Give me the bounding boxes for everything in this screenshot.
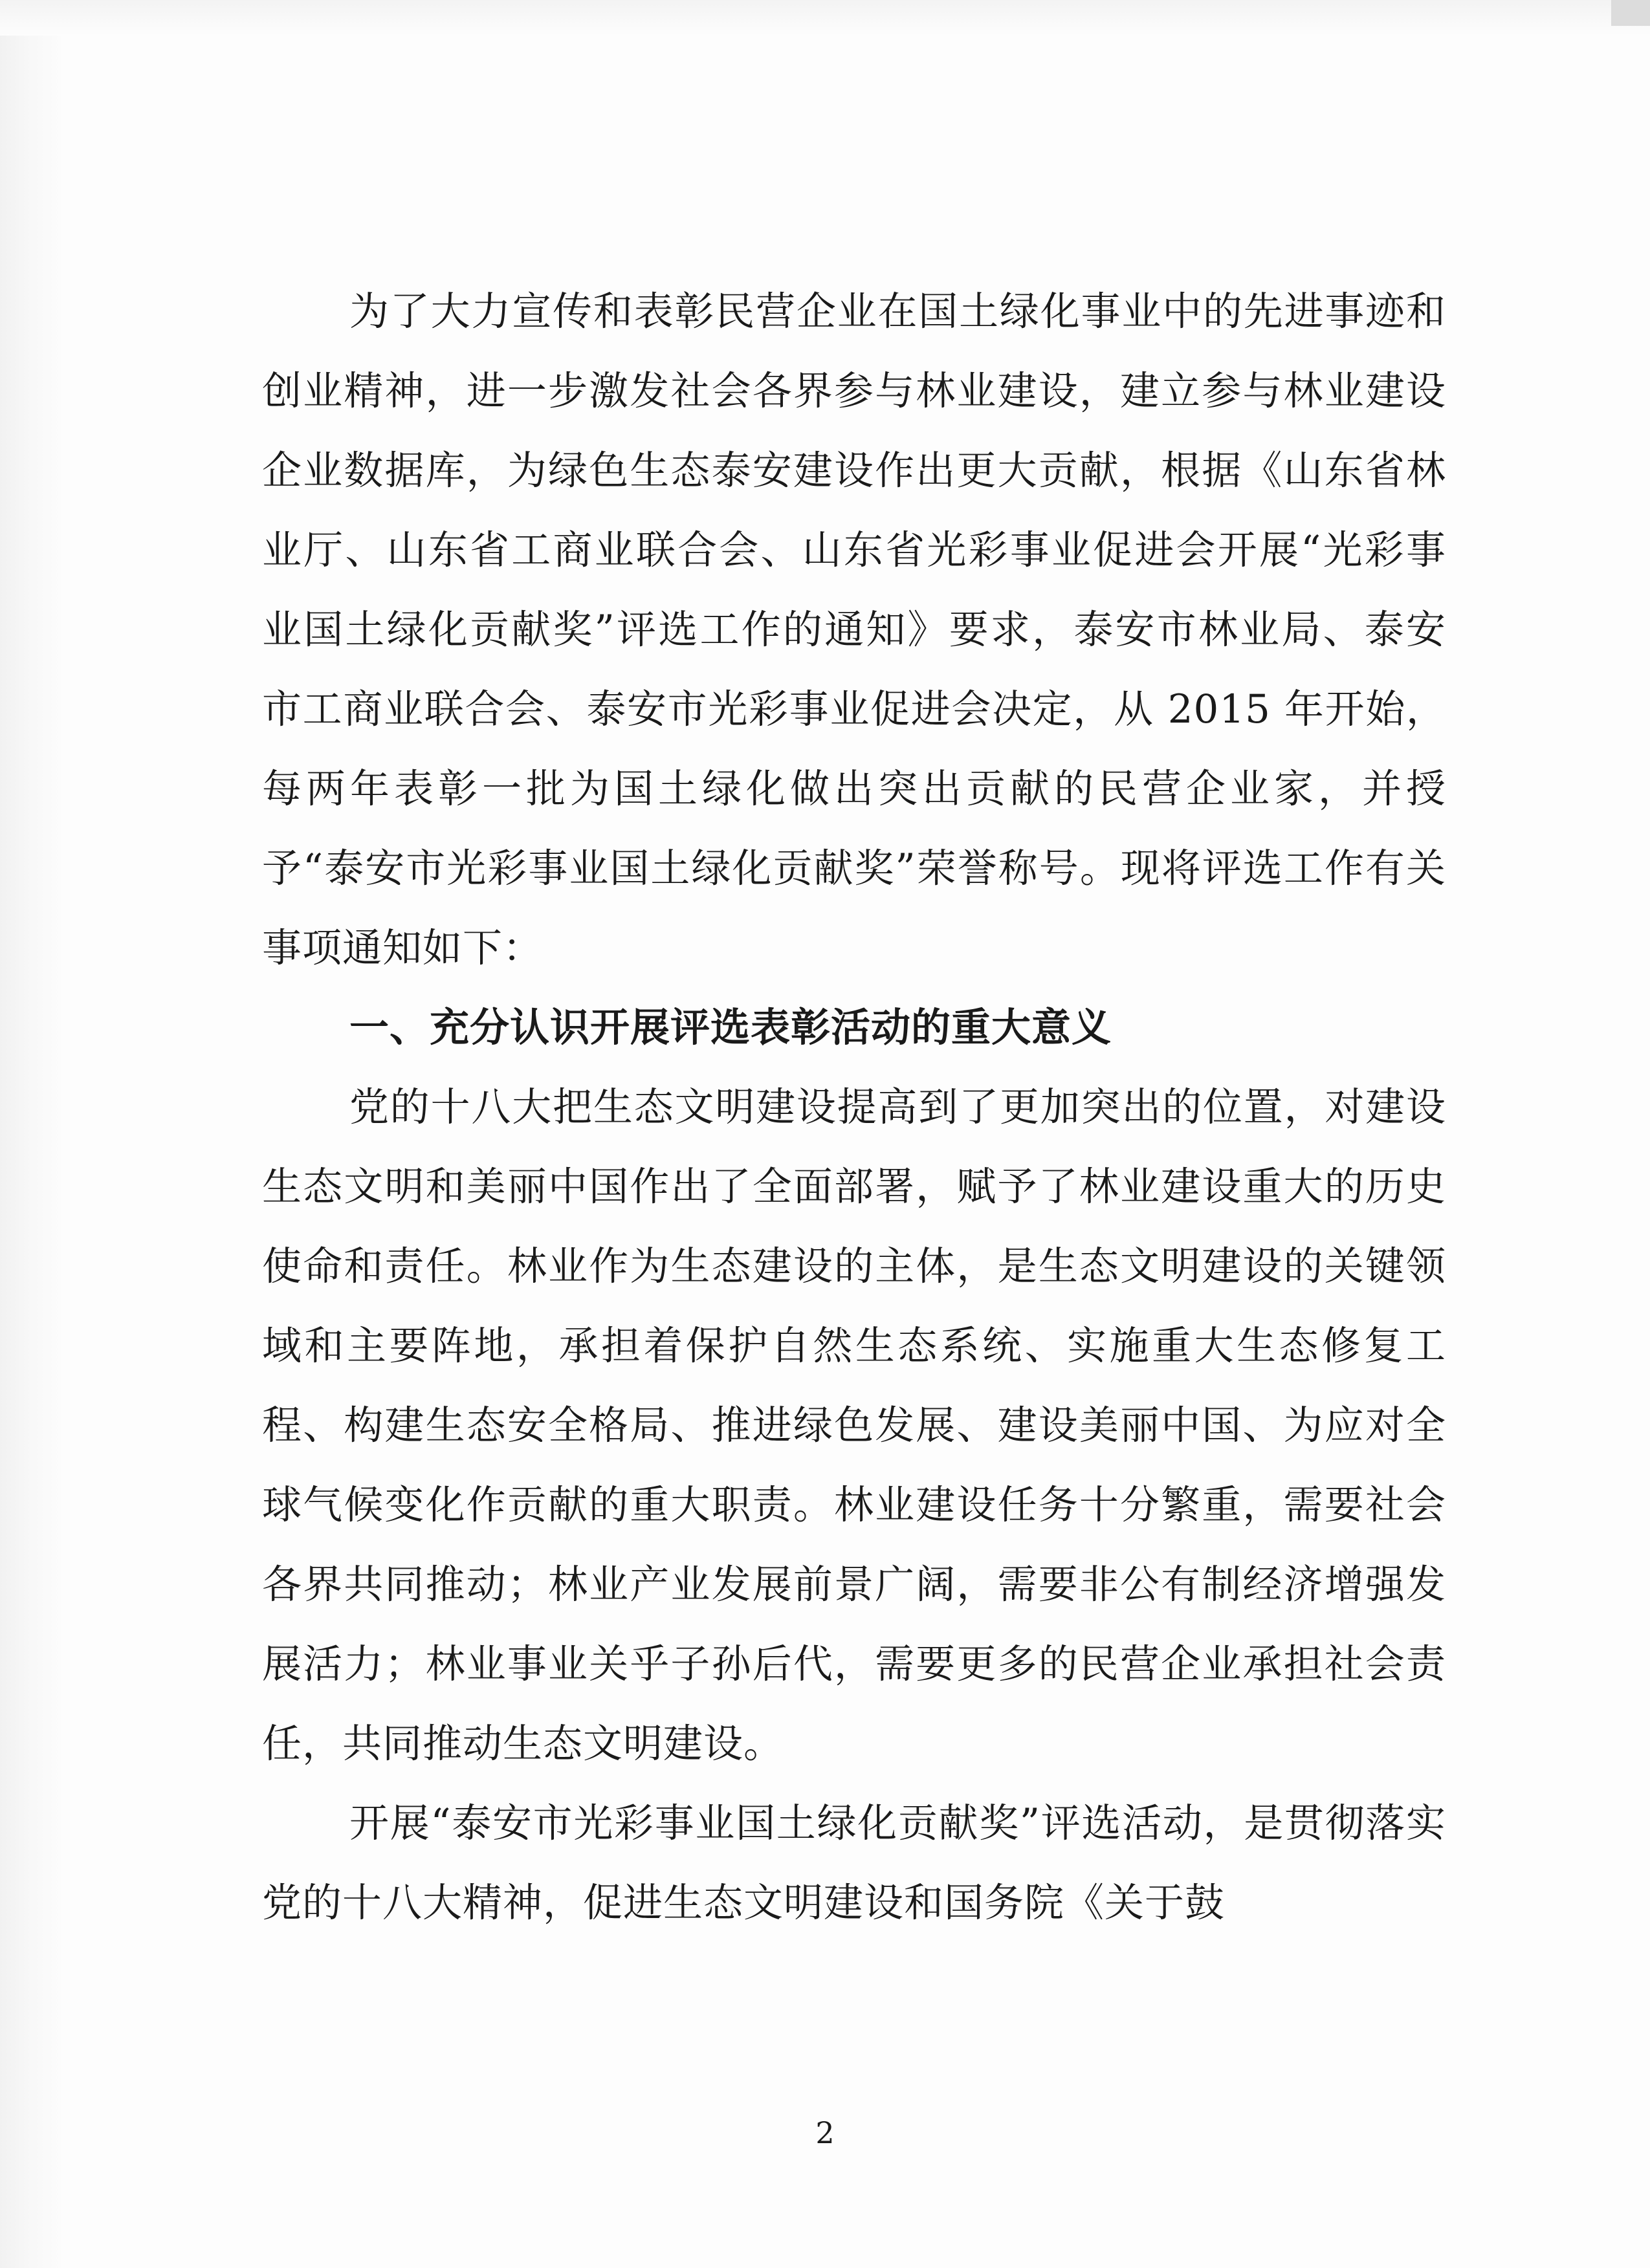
scan-shadow-left [0,0,61,2268]
document-body [262,272,1446,1943]
intro-paragraph: 为了大力宣传和表彰民营企业在国土绿化事业中的先进事迹和创业精神，进一步激发社会各界参与林业建设，建立参与林业建设企业数据库，为绿色生态泰安建设作出更大贡献，根据《山东省林业厅、山东省工商业联合会、山东省光彩事业促进会开展“光彩事业国土绿化贡献奖”评选工作的通知》要求，泰安市林业局、泰安市工商业联合会、泰安市光彩事业促进会决定，从 2015 年开始，每两年表彰一批为国土绿化做出突出贡献的民营企业家，并授予“泰安市光彩事业国土绿化贡献奖”荣誉称号。现将评选工作有关事项通知如下： [262,289,1446,971]
body-paragraph: 党的十八大把生态文明建设提高到了更加突出的位置，对建设生态文明和美丽中国作出了全面部署，赋予了林业建设重大的历史使命和责任。林业作为生态建设的主体，是生态文明建设的关键领域和主要阵地，承担着保护自然生态系统、实施重大生态修复工程、构建生态安全格局、推进绿色发展、建设美丽中国、为应对全球气候变化作贡献的重大职责。林业建设任务十分繁重，需要社会各界共同推动；林业产业发展前景广阔，需要非公有制经济增强发展活力；林业事业关乎子孙后代，需要更多的民营企业承担社会责任，共同推动生态文明建设。 [262,1084,1446,1767]
scan-shadow-top [0,0,1650,36]
body-paragraph: 开展“泰安市光彩事业国土绿化贡献奖”评选活动，是贯彻落实党的十八大精神，促进生态文明建设和国务院《关于鼓 [262,1800,1446,1926]
section-heading: 一、充分认识开展评选表彰活动的重大意义 [349,1005,1112,1051]
scan-corner-mark [1611,0,1650,26]
page-number: 2 [815,2115,835,2150]
